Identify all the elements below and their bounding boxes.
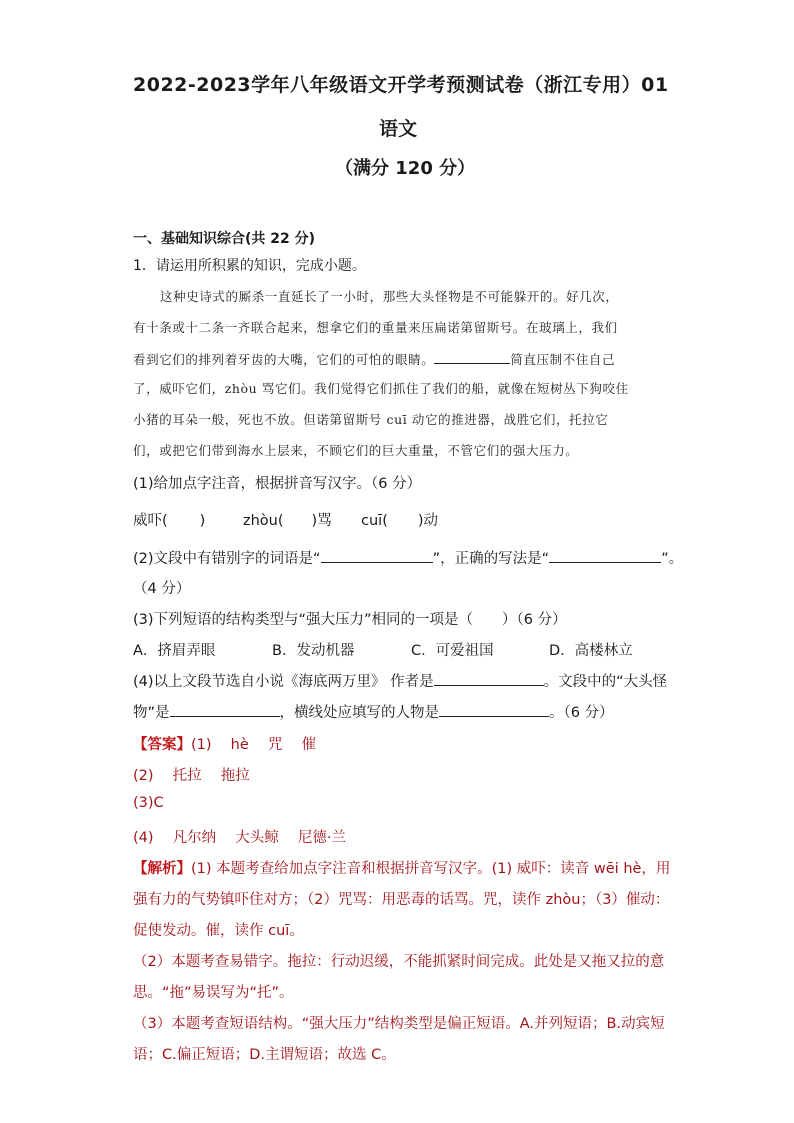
q-text: ，横线处应填写的人物是 [279,705,440,721]
item-close: )骂 [311,513,332,529]
answer-blank[interactable] [170,702,280,717]
q-text: (2)文段中有错别字的词语是“ [133,551,321,567]
section-heading: 一、基础知识综合(共 22 分) [133,231,316,247]
answer-blank[interactable] [439,702,549,717]
subject-label: 语文 [379,118,418,140]
question-prompt: 1．请运用所积累的知识，完成小题。 [133,258,366,274]
answer-blank[interactable] [434,671,544,686]
item-pinyin: cuī( [361,513,388,529]
q-text: 。（6 分） [549,705,614,721]
answer-line-1 [133,733,316,754]
passage-line: 们，或把它们带到海水上层来，不顾它们的巨大重量，不管它们的强大压力。 [133,443,579,458]
analysis-line: （2）本题考查易错字。拖拉：行动迟缓，不能抓紧时间完成。此处是又拖又拉的意 [133,954,665,970]
subquestion-2-score: （4 分） [133,581,191,597]
option-d[interactable]: D．高楼林立 [549,643,633,659]
analysis-text: (1) 本题考查给加点字注音和根据拼音写汉字。(1) 威吓：读音 wēi hè，用 [191,861,671,877]
answer-label: 【答案】 [133,737,191,753]
answer-text: (1) hè 咒 催 [191,737,316,753]
answer-line-3: (3)C [133,795,164,811]
analysis-label: 【解析】 [133,861,191,877]
option-b[interactable]: B．发动机器 [272,643,355,659]
answer-line-2: (2) 托拉 拖拉 [133,768,250,784]
subquestion-4-line2 [133,701,614,722]
analysis-line: （3）本题考查短语结构。“强大压力”结构类型是偏正短语。A.并列短语；B.动宾短 [133,1016,665,1032]
q-text: 物”是 [133,705,170,721]
answer-line-4: (4) 凡尔纳 大头鲸 尼德·兰 [133,830,346,846]
subquestion-1: (1)给加点字注音，根据拼音写汉字。（6 分） [133,476,422,492]
passage-text: 简直压制不住自己 [510,352,616,367]
item-close: ) [199,513,206,529]
subquestion-1-item [361,509,438,530]
passage-line: 这种史诗式的厮杀一直延长了一小时，那些大头怪物是不可能躲开的。好几次， [160,289,619,304]
passage-line: 有十条或十二条一齐联合起来，想拿它们的重量来压扁诺第留斯号。在玻璃上，我们 [133,320,618,335]
score-total: （满分 120 分） [335,158,476,179]
item-close: )动 [417,513,439,529]
passage-line: 小猪的耳朵一般，死也不放。但诺第留斯号 cuī 动它的推进器，战胜它们，托拉它 [133,412,609,427]
page-title: 2022-2023学年八年级语文开学考预测试卷（浙江专用）01 [133,74,669,96]
analysis-line: 思。“拖”易误写为“托”。 [133,985,294,1001]
answer-blank[interactable] [549,548,661,563]
subquestion-2 [133,547,683,568]
analysis-line [133,857,670,878]
option-c[interactable]: C．可爱祖国 [411,643,494,659]
q-text: 。文段中的“大头怪 [543,674,668,690]
subquestion-3: (3)下列短语的结构类型与“强大压力”相同的一项是（ ）（6 分） [133,612,567,628]
subquestion-1-item [133,509,205,530]
analysis-line: 强有力的气势镇吓住对方；（2）咒骂：用恶毒的话骂。咒，读作 zhòu；（3）催动： [133,892,670,908]
q-text: (4)以上文段节选自小说《海底两万里》 作者是 [133,674,434,690]
option-a[interactable]: A．挤眉弄眼 [133,643,216,659]
q-text: ”。 [661,551,684,567]
subquestion-4 [133,670,667,691]
passage-line [133,349,615,368]
passage-line: 了，威吓它们，zhòu 骂它们。我们觉得它们抓住了我们的船，就像在短树丛下狗咬住 [133,381,629,396]
analysis-line: 语；C.偏正短语；D.主谓短语；故选 C。 [133,1047,396,1063]
analysis-line: 促使发动。催，读作 cuī。 [133,923,304,939]
item-word: 威吓( [133,513,168,529]
passage-blank[interactable] [434,349,510,364]
item-pinyin: zhòu( [243,513,284,529]
answer-blank[interactable] [321,548,433,563]
subquestion-1-item [243,509,332,530]
passage-text: 看到它们的排列着牙齿的大嘴，它们的可怕的眼睛。 [133,352,435,367]
q-text: ”，正确的写法是“ [432,551,550,567]
